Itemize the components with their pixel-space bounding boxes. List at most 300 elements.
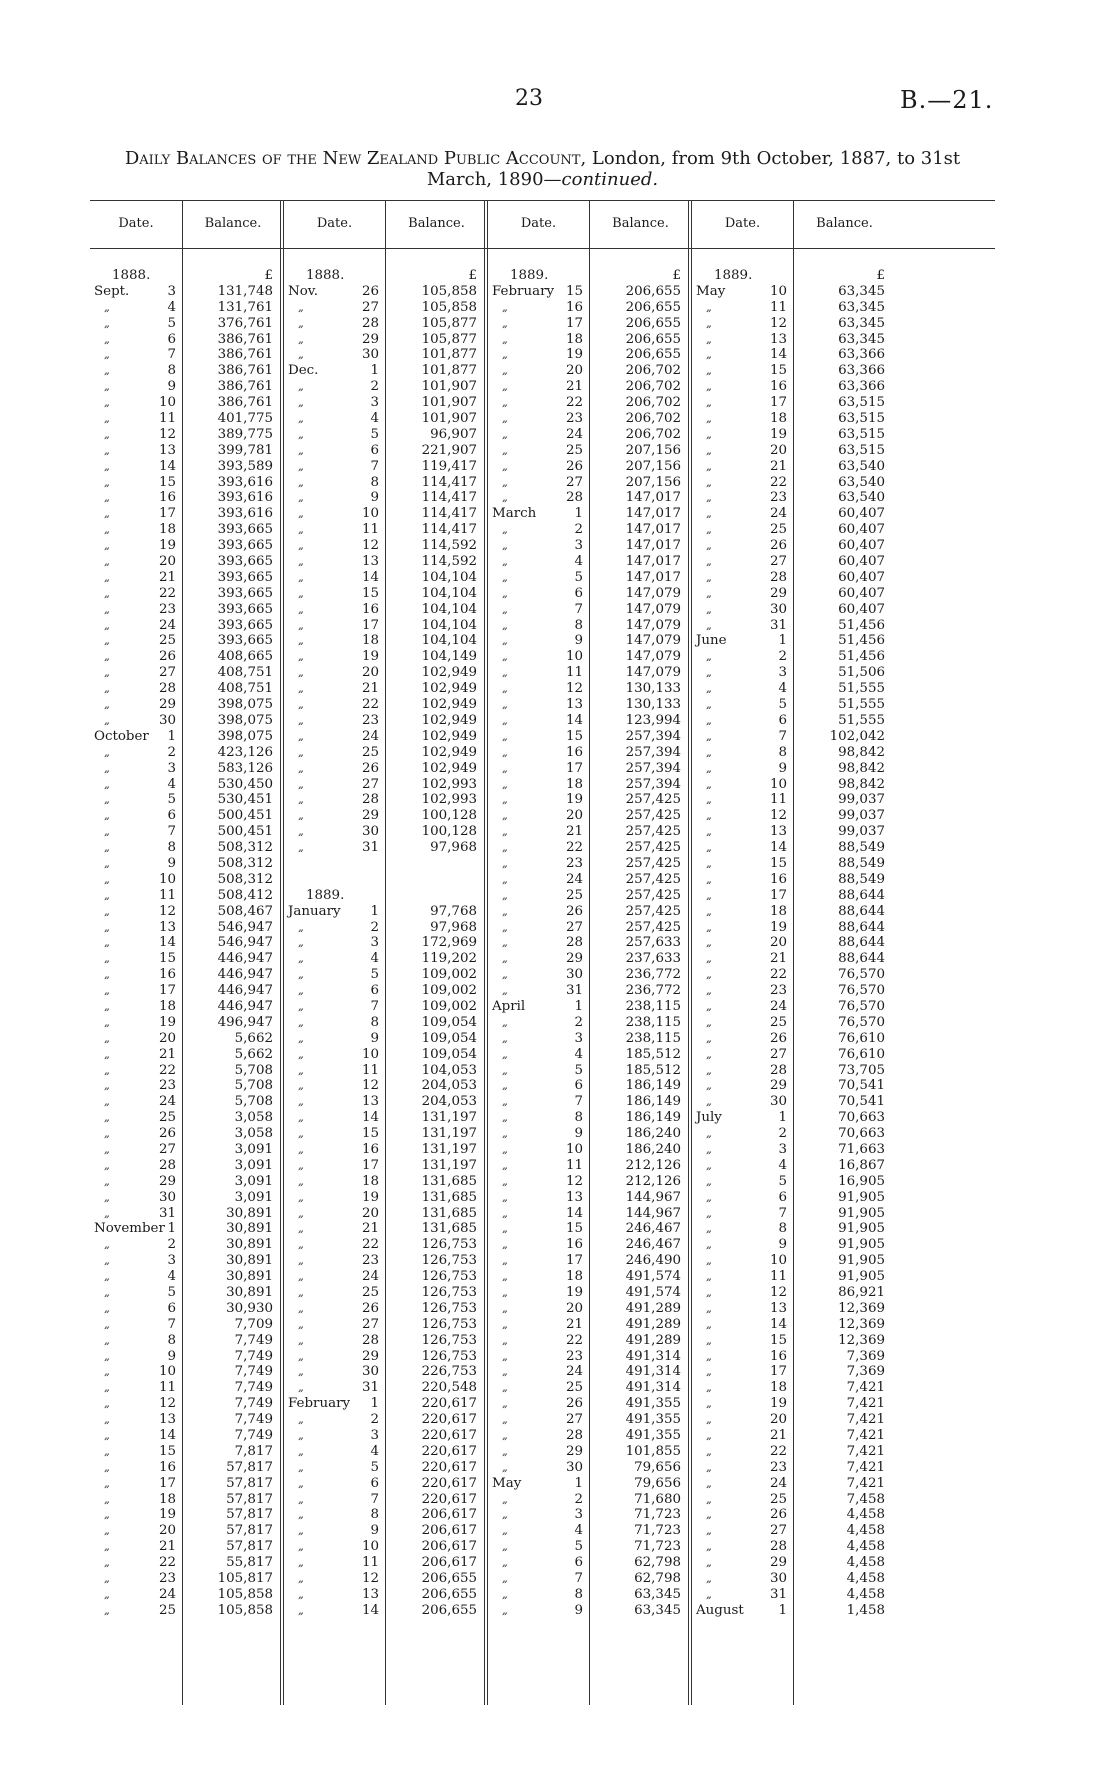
balance-column [390, 268, 477, 1619]
table-row-date [94, 1428, 176, 1444]
table-row-date [492, 1555, 583, 1571]
table-row-balance [798, 586, 885, 602]
table-row-balance [390, 920, 477, 936]
balance-value: 206,655 [625, 283, 681, 299]
month-label: „ [298, 539, 304, 553]
day-number: 11 [565, 665, 583, 681]
table-row-balance [390, 983, 477, 999]
month-label: „ [502, 1047, 508, 1061]
table-row-date [492, 1253, 583, 1269]
balance-value: 79,656 [634, 1475, 681, 1491]
table-row-date [696, 538, 787, 554]
day-number: 25 [565, 887, 583, 903]
balance-value: 126,753 [421, 1237, 477, 1253]
day-number: 30 [769, 1094, 787, 1110]
table-row-balance [390, 1237, 477, 1253]
table-row-balance [187, 1476, 273, 1492]
day-number: 18 [158, 1491, 176, 1507]
balance-value: 114,592 [421, 538, 477, 554]
table-row-date [492, 316, 583, 332]
table-row-date [288, 792, 379, 808]
day-number: 20 [565, 808, 583, 824]
day-number: 8 [778, 744, 787, 760]
day-number: 25 [361, 744, 379, 760]
balance-value: 393,665 [217, 569, 273, 585]
month-label: „ [502, 348, 508, 362]
balance-value: 446,947 [217, 967, 273, 983]
day-number: 1 [574, 506, 583, 522]
month-label: „ [502, 936, 508, 950]
month-label: „ [104, 1317, 110, 1331]
table-row-date [94, 665, 176, 681]
table-row-balance [187, 681, 273, 697]
balance-value: 76,610 [838, 1030, 885, 1046]
day-number: 31 [769, 617, 787, 633]
day-number: 23 [565, 411, 583, 427]
table-row-balance [390, 1206, 477, 1222]
day-number: 8 [167, 840, 176, 856]
table-row-balance [594, 1460, 681, 1476]
balance-value: 206,655 [625, 299, 681, 315]
day-number: 21 [361, 681, 379, 697]
table-row-date [288, 999, 379, 1015]
table-row-balance [390, 475, 477, 491]
balance-value: 147,017 [625, 569, 681, 585]
table-row-balance [390, 681, 477, 697]
table-row-balance [390, 1476, 477, 1492]
day-number: 28 [158, 681, 176, 697]
balance-value: 88,549 [838, 855, 885, 871]
balance-value: 386,761 [217, 395, 273, 411]
table-row-date [696, 649, 787, 665]
day-number: 27 [158, 1141, 176, 1157]
month-label: „ [298, 602, 304, 616]
balance-value: 104,104 [421, 617, 477, 633]
table-row-date [492, 777, 583, 793]
table-row-balance [187, 522, 273, 538]
table-row-date [696, 713, 787, 729]
day-number: 12 [769, 808, 787, 824]
table-row-date [696, 618, 787, 634]
table-row-balance [798, 316, 885, 332]
table-row-balance [594, 395, 681, 411]
month-label: „ [104, 1492, 110, 1506]
table-row-balance [187, 729, 273, 745]
month-label: „ [104, 1158, 110, 1172]
month-label: „ [104, 1031, 110, 1045]
table-row-balance [594, 475, 681, 491]
day-number: 29 [769, 1555, 787, 1571]
table-row-date [94, 1571, 176, 1587]
month-label: „ [298, 570, 304, 584]
month-label: „ [298, 1270, 304, 1284]
table-row-balance [187, 332, 273, 348]
balance-value: 221,907 [421, 442, 477, 458]
table-row-date [492, 570, 583, 586]
table-row-balance [594, 951, 681, 967]
table-row-balance [798, 1190, 885, 1206]
table-row-date [696, 792, 787, 808]
day-number: 18 [769, 1380, 787, 1396]
table-row-balance [594, 697, 681, 713]
balance-value: 101,907 [421, 411, 477, 427]
day-number: 19 [158, 1014, 176, 1030]
month-label: „ [104, 1190, 110, 1204]
day-number: 10 [769, 1253, 787, 1269]
table-row-balance [594, 1317, 681, 1333]
balance-value: 446,947 [217, 998, 273, 1014]
balance-value: 70,541 [838, 1094, 885, 1110]
table-row-date [288, 1206, 379, 1222]
table-row-date [288, 1380, 379, 1396]
table-row-date [492, 1476, 583, 1492]
table-row-date [492, 490, 583, 506]
day-number: 27 [565, 1412, 583, 1428]
month-label: „ [502, 300, 508, 314]
month-label: „ [298, 1508, 304, 1522]
table-row-date [696, 490, 787, 506]
day-number: 23 [565, 1348, 583, 1364]
month-label: „ [298, 1047, 304, 1061]
table-row-date [94, 1126, 176, 1142]
balance-value: 7,421 [846, 1380, 885, 1396]
month-label: „ [298, 761, 304, 775]
month-label: „ [502, 1508, 508, 1522]
table-row-date [492, 1333, 583, 1349]
table-row-date [94, 1507, 176, 1523]
day-number: 21 [565, 824, 583, 840]
balance-value: 491,314 [625, 1364, 681, 1380]
month-label: „ [502, 809, 508, 823]
balance-value: 63,540 [838, 458, 885, 474]
month-label: „ [298, 1317, 304, 1331]
table-row-date [94, 1174, 176, 1190]
balance-value: 105,858 [217, 1586, 273, 1602]
balance-value: 238,115 [625, 1030, 681, 1046]
balance-value: 102,993 [421, 792, 477, 808]
balance-value: 63,345 [838, 315, 885, 331]
month-label: „ [502, 602, 508, 616]
table-row-balance [798, 1523, 885, 1539]
month-label: „ [104, 761, 110, 775]
month-label: „ [298, 380, 304, 394]
table-row-balance [594, 872, 681, 888]
balance-value: 102,949 [421, 712, 477, 728]
month-label: „ [104, 1413, 110, 1427]
table-row-balance [390, 1492, 477, 1508]
table-row-balance [798, 697, 885, 713]
balance-value: 7,421 [846, 1396, 885, 1412]
table-row-balance [187, 983, 273, 999]
day-number: 14 [361, 1602, 379, 1618]
balance-value: 246,467 [625, 1237, 681, 1253]
month-label: „ [706, 491, 712, 505]
balance-value: 393,665 [217, 522, 273, 538]
table-row-balance [187, 1317, 273, 1333]
month-label: „ [298, 920, 304, 934]
day-number: 6 [370, 983, 379, 999]
balance-value: 398,075 [217, 728, 273, 744]
balance-value: 131,685 [421, 1189, 477, 1205]
table-row-date [288, 633, 379, 649]
table-row-date [696, 554, 787, 570]
balance-value: 76,570 [838, 1014, 885, 1030]
day-number: 23 [769, 1459, 787, 1475]
month-label: „ [298, 523, 304, 537]
table-row-balance [594, 777, 681, 793]
day-number: 19 [361, 649, 379, 665]
table-row-balance [594, 332, 681, 348]
table-row-date [696, 1142, 787, 1158]
table-row-balance [594, 554, 681, 570]
month-label: „ [502, 316, 508, 330]
month-label: „ [706, 523, 712, 537]
month-label: „ [706, 348, 712, 362]
month-label: „ [502, 745, 508, 759]
balance-value: 393,616 [217, 474, 273, 490]
month-label: „ [104, 1111, 110, 1125]
balance-value: 389,775 [217, 426, 273, 442]
day-number: 5 [167, 1285, 176, 1300]
balance-value: 105,877 [421, 315, 477, 331]
month-label: „ [502, 586, 508, 600]
table-row-balance [594, 411, 681, 427]
balance-value: 147,079 [625, 617, 681, 633]
table-row-date [94, 872, 176, 888]
table-row-balance [187, 570, 273, 586]
month-label: „ [298, 1127, 304, 1141]
balance-value: 186,240 [625, 1126, 681, 1142]
month-label: „ [502, 952, 508, 966]
table-row-date [492, 1587, 583, 1603]
month-label: „ [706, 1063, 712, 1077]
balance-value: 185,512 [625, 1046, 681, 1062]
table-row-balance [594, 1031, 681, 1047]
month-label: „ [104, 999, 110, 1013]
table-row-date [288, 284, 379, 300]
table-row-balance [798, 1428, 885, 1444]
table-row-date [288, 1285, 379, 1301]
day-number: 20 [158, 1030, 176, 1046]
balance-value: 91,905 [838, 1237, 885, 1253]
table-row-balance [798, 1301, 885, 1317]
balance-value: 7,749 [234, 1412, 273, 1428]
balance-value: 491,574 [625, 1269, 681, 1285]
table-row-date [696, 808, 787, 824]
currency-symbol: £ [876, 268, 885, 283]
day-number: 23 [361, 712, 379, 728]
table-row-date [696, 1555, 787, 1571]
table-row-date [696, 1190, 787, 1206]
month-label: May [492, 1475, 522, 1491]
month-label: „ [706, 1444, 712, 1458]
month-label: „ [706, 761, 712, 775]
month-label: „ [502, 1429, 508, 1443]
table-row-balance [390, 1047, 477, 1063]
month-label: „ [298, 1572, 304, 1586]
table-row-date [288, 475, 379, 491]
table-row-balance [798, 1015, 885, 1031]
table-row-date [696, 459, 787, 475]
balance-value: 7,749 [234, 1348, 273, 1364]
month-label: „ [502, 1381, 508, 1395]
table-row-date [288, 443, 379, 459]
table-row-date [696, 983, 787, 999]
balance-value: 186,149 [625, 1094, 681, 1110]
balance-value: 76,570 [838, 983, 885, 999]
table-row-date [288, 777, 379, 793]
month-label: „ [298, 1095, 304, 1109]
day-number: 25 [565, 442, 583, 458]
month-label: „ [706, 1524, 712, 1538]
balance-column [187, 268, 273, 1619]
balance-value: 386,761 [217, 347, 273, 363]
day-number: 21 [158, 1046, 176, 1062]
balance-value: 408,751 [217, 665, 273, 681]
balance-value: 237,633 [625, 951, 681, 967]
day-number: 19 [769, 919, 787, 935]
table-row-balance [390, 506, 477, 522]
table-row-date [288, 268, 379, 284]
day-number: 14 [565, 1205, 583, 1221]
balance-value: 257,394 [625, 728, 681, 744]
month-label: „ [706, 936, 712, 950]
table-row-balance [798, 268, 885, 284]
table-row-balance [187, 363, 273, 379]
table-row-balance [594, 618, 681, 634]
table-row-balance [798, 951, 885, 967]
table-row-balance [390, 1523, 477, 1539]
day-number: 26 [565, 458, 583, 474]
table-row-balance [390, 411, 477, 427]
day-number: 17 [565, 315, 583, 331]
balance-value: 206,702 [625, 379, 681, 395]
table-row-balance [798, 1094, 885, 1110]
day-number: 28 [565, 490, 583, 506]
balance-value: 131,197 [421, 1110, 477, 1126]
month-label: „ [502, 380, 508, 394]
month-label: August [696, 1602, 744, 1618]
table-row-balance [390, 808, 477, 824]
balance-value: 63,345 [634, 1586, 681, 1602]
table-row-date [492, 856, 583, 872]
balance-value: 206,617 [421, 1507, 477, 1523]
day-number: 7 [167, 347, 176, 363]
balance-value: 186,240 [625, 1141, 681, 1157]
table-row-balance [798, 999, 885, 1015]
month-label: „ [104, 396, 110, 410]
balance-value: 376,761 [217, 315, 273, 331]
table-row-date [492, 1492, 583, 1508]
balance-value: 236,772 [625, 967, 681, 983]
table-row-balance [594, 1221, 681, 1237]
table-row-date [696, 1428, 787, 1444]
balance-value: 102,949 [421, 728, 477, 744]
day-number: 1 [778, 1602, 787, 1618]
balance-value: 131,197 [421, 1126, 477, 1142]
month-label: „ [298, 777, 304, 791]
table-row-balance [390, 729, 477, 745]
table-row-date [492, 824, 583, 840]
table-row-date [288, 1094, 379, 1110]
table-row-balance [594, 443, 681, 459]
day-number: 15 [361, 1126, 379, 1142]
balance-value: 114,592 [421, 554, 477, 570]
month-label: May [696, 283, 726, 299]
table-row-date [696, 1078, 787, 1094]
balance-value: 30,891 [226, 1221, 273, 1237]
table-row-balance [594, 347, 681, 363]
table-row-date [288, 1253, 379, 1269]
table-row-date [696, 522, 787, 538]
day-number: 7 [574, 601, 583, 617]
day-number: 3 [167, 760, 176, 776]
balance-value: 109,002 [421, 983, 477, 999]
table-row-balance [390, 618, 477, 634]
table-row-balance [798, 1603, 885, 1619]
balance-value: 147,079 [625, 585, 681, 601]
day-number: 22 [769, 474, 787, 490]
balance-value: 204,053 [421, 1094, 477, 1110]
day-number: 29 [769, 585, 787, 601]
month-label: „ [104, 1095, 110, 1109]
month-label: „ [706, 1174, 712, 1188]
month-label: „ [298, 618, 304, 632]
balance-value: 98,842 [838, 744, 885, 760]
month-label: „ [298, 427, 304, 441]
month-label: „ [706, 332, 712, 346]
balance-value: 57,817 [226, 1523, 273, 1539]
balance-value: 5,662 [234, 1046, 273, 1062]
table-row-date [94, 1237, 176, 1253]
balance-value: 76,610 [838, 1046, 885, 1062]
day-number: 18 [158, 998, 176, 1014]
balance-value: 500,451 [217, 808, 273, 824]
table-row-balance [798, 1126, 885, 1142]
table-row-date [94, 633, 176, 649]
month-label: „ [706, 1079, 712, 1093]
table-row-date [94, 951, 176, 967]
table-row-balance [187, 1190, 273, 1206]
balance-value: 99,037 [838, 808, 885, 824]
table-row-balance [390, 1142, 477, 1158]
table-row-balance [187, 1174, 273, 1190]
table-row-date [94, 1078, 176, 1094]
balance-value: 7,421 [846, 1412, 885, 1428]
month-label: „ [706, 825, 712, 839]
month-label: „ [706, 1158, 712, 1172]
table-row-date [696, 1349, 787, 1365]
table-row-date [288, 967, 379, 983]
table-row-balance [187, 840, 273, 856]
date-header: Date. [520, 216, 557, 231]
day-number: 17 [158, 983, 176, 999]
balance-value: 126,753 [421, 1253, 477, 1269]
month-label: „ [706, 1460, 712, 1474]
day-number: 24 [158, 1094, 176, 1110]
table-row-balance [798, 1492, 885, 1508]
balance-value: 101,855 [625, 1443, 681, 1459]
balance-value: 51,456 [838, 633, 885, 649]
table-row-date [696, 268, 787, 284]
day-number: 17 [565, 760, 583, 776]
month-label: „ [104, 443, 110, 457]
table-row-date [492, 1571, 583, 1587]
day-number: 10 [769, 776, 787, 792]
table-row-date [696, 1492, 787, 1508]
column-divider [283, 200, 284, 1705]
table-row-balance [798, 792, 885, 808]
